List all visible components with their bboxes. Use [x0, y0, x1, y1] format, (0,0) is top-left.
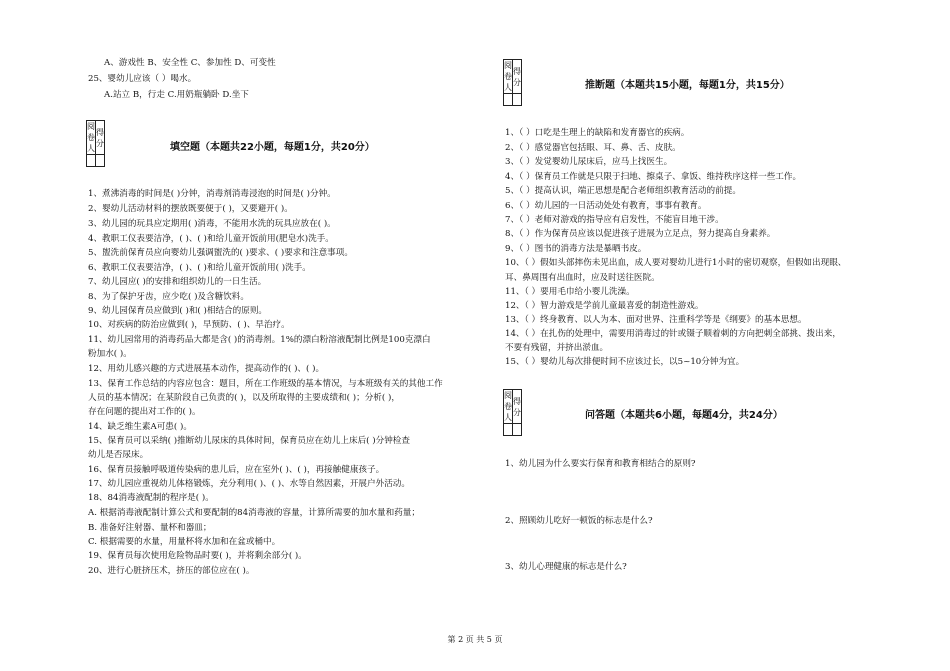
fill-item: 14、缺乏维生素A可患( )。 [88, 422, 192, 432]
fill-item: 2、婴幼儿活动材料的摆放既要便于( )，又要避开( )。 [88, 204, 293, 214]
question-25-options: A.站立 B，行走 C.用奶瓶躺卧 D.坐下 [104, 90, 249, 100]
grader-label: 阅卷人 [504, 61, 512, 92]
grader-cell[interactable] [87, 155, 96, 167]
fill-item: 3、幼儿园的玩具应定期用( )消毒，不能用水洗的玩具应放在( )。 [88, 219, 336, 229]
fill-item-cont: 存在问题的提出对工作的( )。 [88, 407, 201, 417]
fill-item: 19、保育员每次使用危险物品时要( )，并将剩余部分( )。 [88, 551, 307, 561]
judge-item: 13、（ ）终身教育、以人为本、面对世界、注重科学等是《纲要》的基本思想。 [505, 315, 807, 325]
fill-item-option: A. 根据消毒液配制计算公式和要配制的84消毒液的容量，计算所需要的加水量和药量； [88, 508, 420, 518]
fill-item: 1、煮沸消毒的时间是( )分钟，消毒剂消毒浸泡的时间是( )分钟。 [88, 189, 336, 199]
judge-item: 2、（ ）感觉器官包括眼、耳、鼻、舌、皮肤。 [505, 143, 681, 153]
score-cell[interactable] [513, 424, 522, 436]
question-24-options: A、游戏性 B、安全性 C、参加性 D、可变性 [104, 58, 276, 68]
fill-item: 7、幼儿园应( )的安排和组织幼儿的一日生活。 [88, 277, 267, 287]
grader-cell[interactable] [504, 94, 513, 106]
judge-item: 5、（ ）提高认识，端正思想是配合老师组织教育活动的前提。 [505, 186, 741, 196]
fill-item-cont: 粉加水( )。 [88, 349, 132, 359]
fill-item: 8、为了保护牙齿，应少吃( )及含糖饮料。 [88, 292, 249, 302]
judge-item: 4、（ ）保育员工作就是只限于扫地、擦桌子、拿饭、维持秩序这样一些工作。 [505, 172, 802, 182]
score-label: 得分 [513, 60, 522, 94]
judge-item: 12、（ ）智力游戏是学前儿童最喜爱的制造性游戏。 [505, 301, 704, 311]
judge-item: 7、（ ）老师对游戏的指导应有启发性，不能盲目地干涉。 [505, 215, 724, 225]
qa-item: 1、幼儿园为什么要实行保育和教育相结合的原则? [505, 459, 696, 469]
judge-item: 10、（ ）假如头部摔伤未见出血，成人要对婴幼儿进行1小时的密切观察，但假如出现眼、 [505, 258, 847, 268]
fill-item: 9、幼儿园保育员应做到( )和( )相结合的原则。 [88, 306, 268, 316]
judge-item: 9、（ ）图书的消毒方法是暴晒书皮。 [505, 244, 647, 254]
section-title-judge: 推断题（本题共15小题，每题1分，共15分） [585, 80, 790, 91]
score-cell[interactable] [513, 94, 522, 106]
fill-item: 18、84消毒液配制的程序是( )。 [88, 493, 214, 503]
score-box-qa [503, 389, 522, 436]
judge-item: 8、（ ）作为保育员应该以促进孩子进展为立足点，努力提高自身素养。 [505, 229, 776, 239]
score-cell[interactable] [96, 155, 105, 167]
fill-item: 10、对疾病的防治应做到( )，早预防、( )、早治疗。 [88, 320, 290, 330]
question-25: 25、婴幼儿应该（ ）喝水。 [88, 74, 197, 84]
score-box-judge [503, 59, 522, 106]
fill-item: 13、保育工作总结的内容应包含：题目，所在工作班级的基本情况，与本班级有关的其他工作 [88, 379, 443, 389]
fill-item-option: C. 根据需要的水量，用量杯将水加和在盆或桶中。 [88, 537, 281, 547]
score-label: 得分 [96, 121, 105, 155]
judge-item: 6、（ ）幼儿园的一日活动处处有教育，事事有教育。 [505, 201, 707, 211]
judge-item: 3、（ ）发觉婴幼儿尿床后，应马上找医生。 [505, 157, 673, 167]
fill-item-cont: 幼儿是否尿床。 [88, 450, 149, 460]
fill-item: 6、教职工仪表要洁净，( )、( )和给儿童开饭前用( )洗手。 [88, 263, 311, 273]
fill-item: 11、幼儿园常用的消毒药品大都是含( )的消毒剂。1%的漂白粉溶液配制比例是100克漂白 [88, 335, 431, 345]
judge-item: 11、（ ）要用毛巾给小婴儿洗澡。 [505, 287, 635, 297]
judge-item: 14、（ ）在扎伤的处理中，需要用消毒过的针或镊子顺着刺的方向把刺全部挑、拨出来， [505, 329, 841, 339]
score-box-fill [86, 120, 105, 167]
fill-item-cont: 人员的基本情况；在某阶段自己负责的( )，以及所取得的主要成绩和( )；分析( )， [88, 393, 400, 403]
fill-item-option: B. 准备好注射器、量杯和器皿； [88, 523, 212, 533]
fill-item: 15、保育员可以采纳( )推断幼儿尿床的具体时间，保育员应在幼儿上床后( )分钟检查 [88, 436, 410, 446]
fill-item: 16、保育员接触呼吸道传染病的患儿后，应在室外( )、( )，再接触健康孩子。 [88, 465, 385, 475]
judge-item: 1、（ ）口吃是生理上的缺陷和发育器官的疾病。 [505, 128, 690, 138]
fill-item: 20、进行心脏挤压术，挤压的部位应在( )。 [88, 566, 255, 576]
section-title-fill: 填空题（本题共22小题，每题1分，共20分） [170, 142, 375, 153]
section-title-qa: 问答题（本题共6小题，每题4分，共24分） [585, 410, 783, 421]
judge-item-cont: 耳、鼻周围有出血时，应及时送往医院。 [505, 273, 660, 283]
fill-item: 4、教职工仪表要洁净，( )、( )和给儿童开饭前用(肥皂水)洗手。 [88, 234, 334, 244]
grader-label: 阅卷人 [87, 122, 95, 153]
score-label: 得分 [513, 390, 522, 424]
fill-item: 12、用幼儿感兴趣的方式进展基本动作，提高动作的( )、( )。 [88, 364, 325, 374]
fill-item: 5、盥洗前保育员应向婴幼儿强调盥洗的( )要求、( )要求和注意事项。 [88, 248, 353, 258]
qa-item: 3、幼儿心理健康的标志是什么? [505, 562, 627, 572]
fill-item: 17、幼儿园应重视幼儿体格锻炼，充分利用( )、( )、水等自然因素，开展户外活动。 [88, 479, 410, 489]
judge-item-cont: 不要有残留，并挤出淤血。 [505, 343, 609, 353]
grader-cell[interactable] [504, 424, 513, 436]
qa-item: 2、照顾幼儿吃好一顿饭的标志是什么? [505, 516, 653, 526]
judge-item: 15、（ ）婴幼儿每次排便时间不应该过长，以5~10分钟为宜。 [505, 357, 745, 367]
grader-label: 阅卷人 [504, 391, 512, 422]
page-footer: 第 2 页 共 5 页 [447, 635, 503, 644]
